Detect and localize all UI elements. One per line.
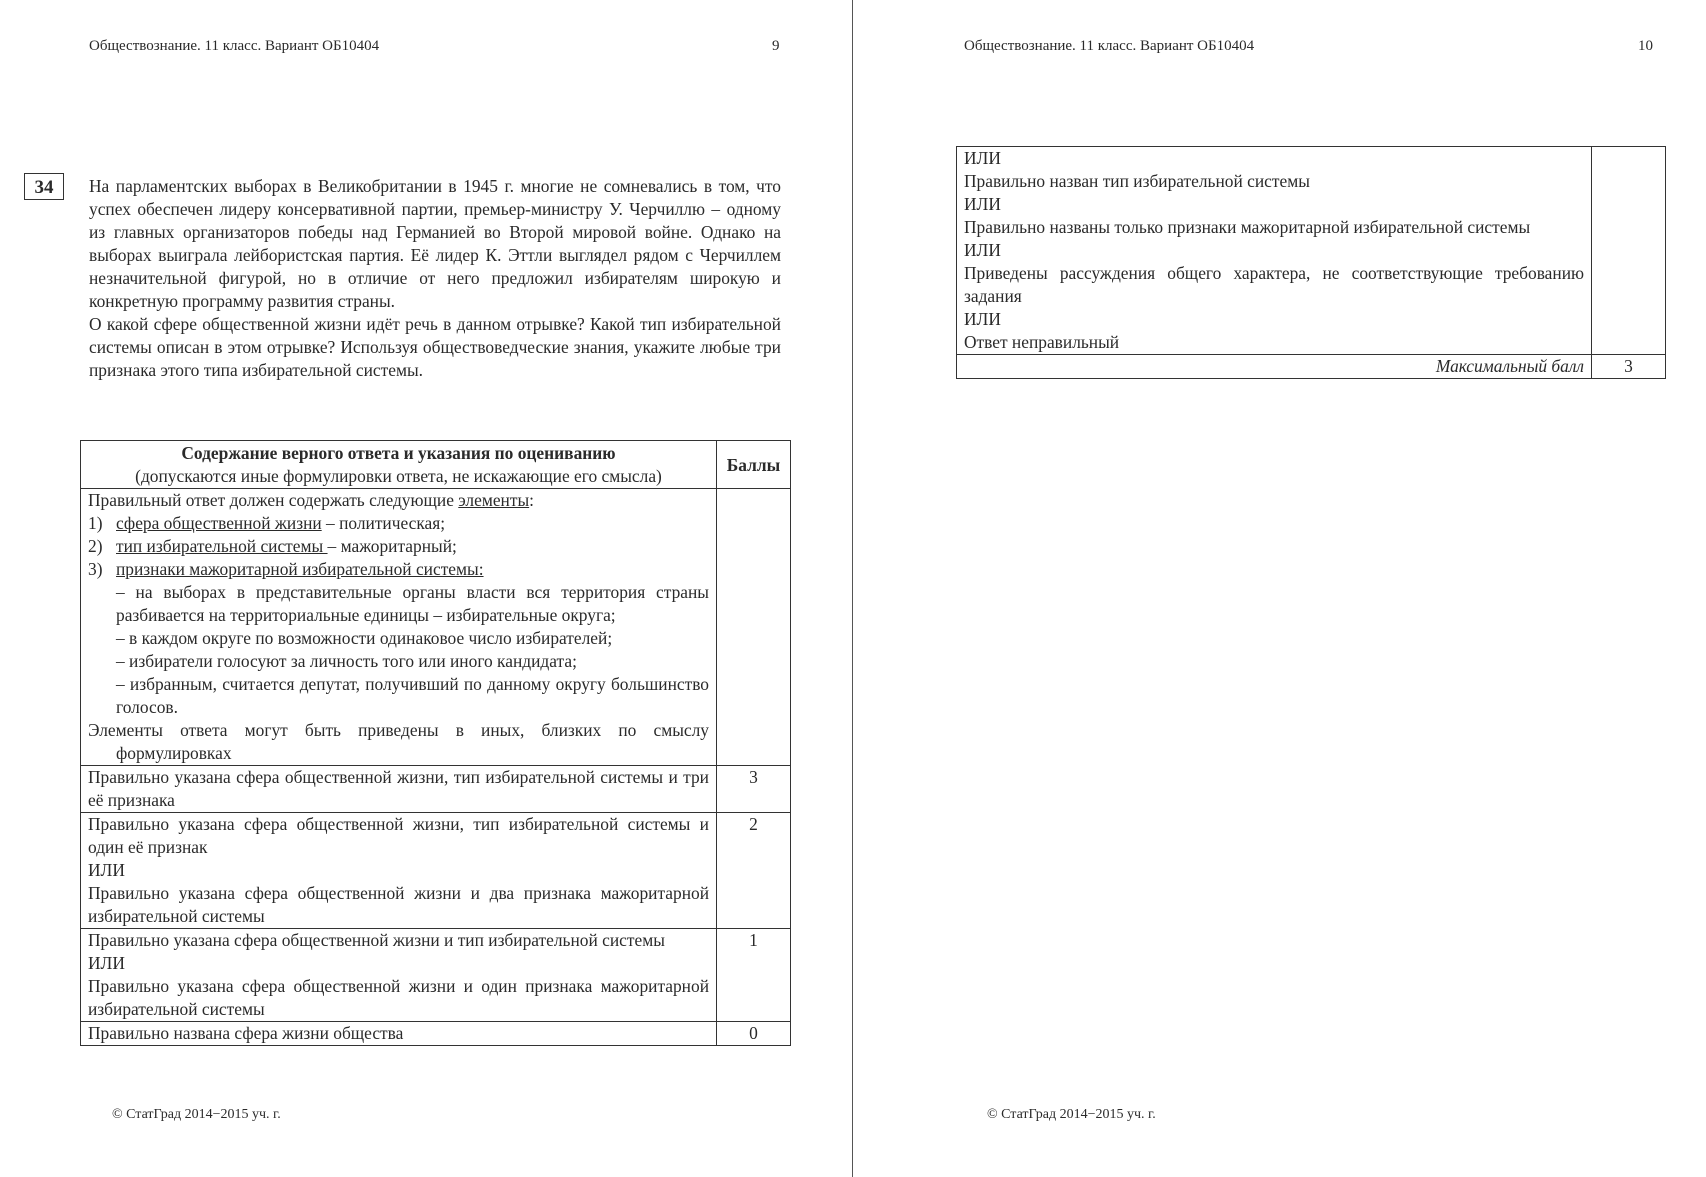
answer-element-1 [88,512,709,535]
criteria-row-0 [81,1022,791,1046]
criteria-or: ИЛИ [88,860,125,880]
answer-intro-elements: элементы [458,490,530,510]
question-text [89,175,781,382]
score-cell: 1 [717,929,791,1022]
answer-content-cell [81,489,717,766]
answer-element-2 [88,535,709,558]
score-header-label: Баллы [726,454,781,475]
answer-element-title: тип избирательной системы [116,536,328,556]
answer-intro-text: Правильный ответ должен содержать следующие [88,490,454,510]
criteria-cell [81,766,717,813]
answer-element-title: признаки мажоритарной избирательной системы: [116,559,484,579]
right-page-header: Обществознание. 11 класс. Вариант ОБ10404 [964,38,1255,54]
criteria-header-title: Содержание верного ответа и указания по оцениванию [181,443,616,463]
left-page-footer: © СтатГрад 2014−2015 уч. г. [112,1107,281,1122]
criteria-line: Ответ неправильный [964,332,1120,352]
max-score-label: Максимальный балл [957,355,1592,379]
left-page-header: Обществознание. 11 класс. Вариант ОБ10404 [89,38,380,54]
feature-item: – в каждом округе по возможности одинаковое число избирателей; [116,628,613,648]
criteria-row-continued [957,147,1666,355]
criteria-or: ИЛИ [964,309,1001,329]
criteria-cell [81,929,717,1022]
criteria-header-note: (допускаются иные формулировки ответа, не искажающие его смысла) [135,466,662,486]
criteria-cell [81,1022,717,1046]
question-paragraph: О какой сфере общественной жизни идёт речь в данном отрывке? Какой тип избирательной системы описан в этом отрывке? Используя обществоведческие знания, укажите любые три признака этого типа избирательной системы. [89,314,781,380]
criteria-cell [957,147,1592,355]
criteria-or: ИЛИ [964,194,1001,214]
criteria-line: Правильно названа сфера жизни общества [88,1023,404,1043]
max-score-value: 3 [1592,355,1666,379]
answer-element-value: – мажоритарный; [327,536,457,556]
question-paragraph: На парламентских выборах в Великобритании в 1945 г. многие не сомневались в том, что успех обеспечен лидеру консервативной партии, премьер-министру У. Черчиллю – одному из главных организаторов победы над Германией во Второй мировой войне. Однако на выборах выиграла лейбористская партия. Её лидер К. Эттли выглядел рядом с Черчиллем незначительной фигурой, но в отличие от него предложил избирателям широкую и конкретную программу развития страны. [89,176,781,311]
criteria-line: Правильно названы только признаки мажоритарной избирательной системы [964,217,1531,237]
criteria-header [81,441,717,489]
criteria-line: Правильно указана сфера общественной жизни и один признака мажоритарной избирательной системы [88,976,709,1019]
criteria-line: Приведены рассуждения общего характера, не соответствующие требованию задания [964,263,1584,306]
criteria-cell [81,813,717,929]
table-header-row [81,441,791,489]
right-page-footer: © СтатГрад 2014−2015 уч. г. [987,1107,1156,1122]
scoring-table [80,440,791,1046]
answer-intro [88,489,709,512]
score-cell: 2 [717,813,791,929]
criteria-line: Правильно указана сфера общественной жизни, тип избирательной системы и три её признака [88,767,709,810]
right-page-number: 10 [1638,38,1653,54]
criteria-or: ИЛИ [964,148,1001,168]
answer-element-number: 2) [88,536,103,556]
feature-item: – избиратели голосуют за личность того или иного кандидата; [116,651,577,671]
answer-element-number: 3) [88,559,103,579]
answer-score-cell [717,489,791,766]
criteria-row-1 [81,929,791,1022]
criteria-line: Правильно назван тип избирательной системы [964,171,1310,191]
criteria-or: ИЛИ [88,953,125,973]
score-cell [1592,147,1666,355]
answer-note: Элементы ответа могут быть приведены в иных, близких по смыслу формулировках [88,720,709,763]
score-header [717,441,791,489]
question-number-box: 34 [24,173,64,200]
criteria-or: ИЛИ [964,240,1001,260]
answer-content-row [81,489,791,766]
feature-item: – на выборах в представительные органы власти вся территория страны разбивается на территориальные единицы – избирательные округа; [116,582,709,625]
feature-item: – избранным, считается депутат, получивший по данному округу большинство голосов. [116,674,709,717]
score-cell: 0 [717,1022,791,1046]
answer-element-3 [88,558,709,581]
criteria-row-2 [81,813,791,929]
answer-element-title: сфера общественной жизни [116,513,322,533]
score-cell: 3 [717,766,791,813]
answer-intro-end: : [529,490,534,510]
answer-element-value: – политическая; [321,513,446,533]
page-divider [852,0,853,1177]
left-page-number: 9 [772,38,780,54]
answer-element-number: 1) [88,513,103,533]
criteria-line: Правильно указана сфера общественной жизни и тип избирательной системы [88,930,665,950]
criteria-line: Правильно указана сфера общественной жизни и два признака мажоритарной избирательной системы [88,883,709,926]
criteria-row-3 [81,766,791,813]
max-score-row [957,355,1666,379]
criteria-line: Правильно указана сфера общественной жизни, тип избирательной системы и один её признак [88,814,709,857]
scoring-table-continued [956,146,1666,379]
